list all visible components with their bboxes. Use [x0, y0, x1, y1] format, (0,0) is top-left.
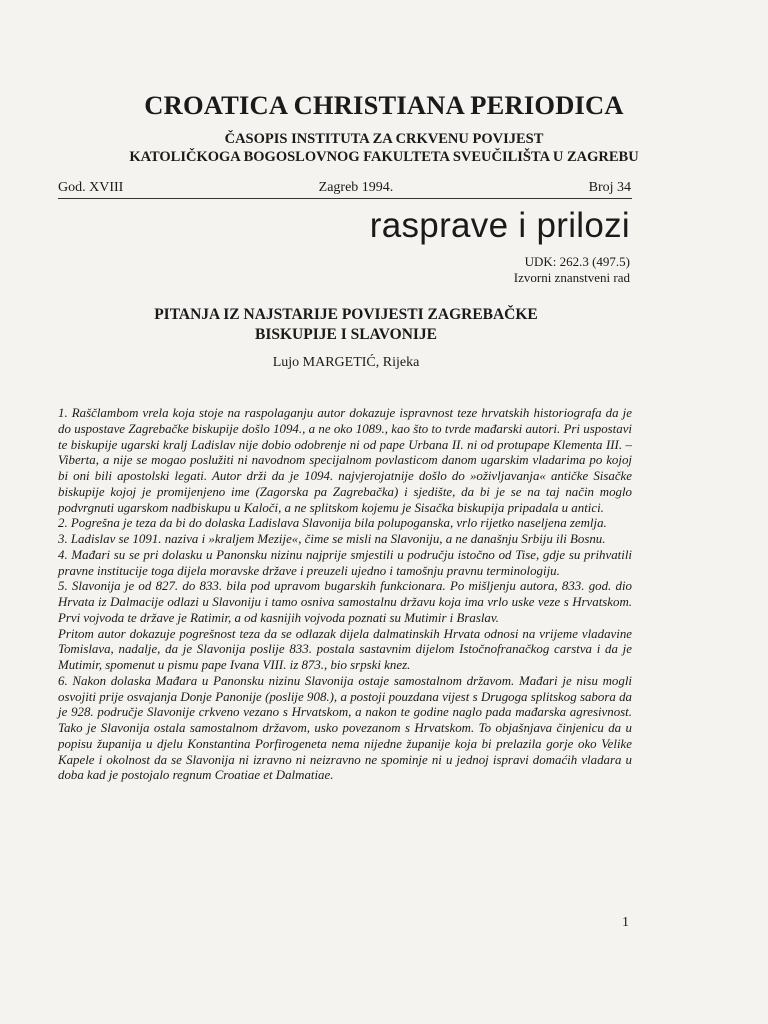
header-rule	[58, 198, 632, 199]
article-author: Lujo MARGETIĆ, Rijeka	[272, 355, 420, 370]
abstract-paragraph: 1. Raščlambom vrela koja stoje na raspolaganju autor dokazuje ispravnost teze hrvatskih historiografa da je do uspostave Zagrebačke biskupije došlo 1094., a ne oko 1089., kao što to tvrde mađarski autori. Pri uspostavi te biskupije ugarski kralj Ladislav nije dobio odobrenje ni od pape Urbana II. ni od protupape Klementa III. – Viberta, a nije se mogao poslužiti ni navodnom specijalnom povlasticom danom ugarskim vladarima po kojoj bi oni bili apostolski legati. Autor drži da je 1094. najvjerojatnije došlo do »oživljavanja« antičke Sisačke biskupije kojoj je promijenjeno ime (Zagorska pa Zagrebačka) i sjedište, da bi je se na taj način moglo podvrgnuti ugarskom nadbiskupu u Kaloči, a ne splitskom kojemu je Sisačka biskupija pripadala u antici.	[58, 406, 632, 515]
section-heading: rasprave i prilozi	[369, 206, 630, 245]
journal-title: CROATICA CHRISTIANA PERIODICA	[144, 90, 624, 120]
paper-type: Izvorni znanstveni rad	[513, 270, 630, 285]
issue-info-row	[58, 180, 631, 196]
place-year-label: Zagreb 1994.	[318, 180, 394, 195]
journal-subtitle-line1: ČASOPIS INSTITUTA ZA CRKVENU POVIJEST	[224, 131, 544, 147]
volume-label: God. XVIII	[58, 180, 124, 195]
article-title-line1: PITANJA IZ NAJSTARIJE POVIJESTI ZAGREBAČKE	[154, 306, 538, 323]
journal-subtitle-line2: KATOLIČKOGA BOGOSLOVNOG FAKULTETA SVEUČILIŠTA U ZAGREBU	[129, 149, 639, 165]
abstract-paragraph: Pritom autor dokazuje pogrešnost teza da se odlazak dijela dalmatinskih Hrvata odnosi na vrijeme vladavine Tomislava, nadalje, da je Slavonija poslije 833. postala sastavnim dijelom Istočnofranačkog carstva i da je Mutimir, spomenut u pismu pape Ivana VIII. iz 873., bio srpski knez.	[58, 626, 632, 672]
abstract	[58, 406, 632, 784]
abstract-paragraph: 6. Nakon dolaska Mađara u Panonsku nizinu Slavonija ostaje samostalnom državom. Mađari je nisu mogli osvojiti prije osvajanja Donje Panonije (poslije 908.), a postoji pouzdana vijest s Drugoga splitskog sabora da je 928. područje Slavonije crkveno vezano s Hrvatskom, a nakon te godine naglo pada mađarska agresivnost. Tako je Slavonija ostala samostalnom državom, usko povezanom s Hrvatskom. To objašnjava činjenicu da u popisu županija u djelu Konstantina Porfirogeneta nema nijedne županije koja bi prelazila gorje oko Velike Kapele i okolnost da se Slavonija ni izravno ni neizravno ne spominje ni u jednoj ispravi domaćih vladara u doba kad je postojalo regnum Croatiae et Dalmatiae.	[58, 673, 632, 783]
abstract-paragraph: 2. Pogrešna je teza da bi do dolaska Ladislava Slavonija bila polupoganska, vrlo rijetko naseljena zemlja.	[58, 516, 607, 531]
abstract-paragraph: 5. Slavonija je od 827. do 833. bila pod upravom bugarskih funkcionara. Po mišljenju autora, 833. god. dio Hrvata iz Dalmacije odlazi u Slavoniju i tamo osniva samostalnu državu koja ima vrlo uske veze s Hrvatskom. Prvi vojvoda te države je Ratimir, a od kasnijih vojvoda poznati su Mutimir i Braslav.	[58, 579, 632, 625]
abstract-paragraph: 4. Mađari su se pri dolasku u Panonsku nizinu najprije smjestili u području istočno od Tise, gdje su prihvatili pravne institucije toga dijela moravske države i preuzeli ujedno i tamošnju pravnu terminologiju.	[58, 547, 632, 578]
abstract-paragraph: 3. Ladislav se 1091. naziva i »kraljem Mezije«, čime se misli na Slavoniju, a ne današnju Srbiju ili Bosnu.	[58, 532, 606, 546]
udk-code: UDK: 262.3 (497.5)	[524, 254, 630, 269]
page-number: 1	[622, 915, 629, 930]
article-title-line2: BISKUPIJE I SLAVONIJE	[254, 326, 438, 343]
article-title	[0, 305, 692, 345]
issue-number-label: Broj 34	[588, 180, 631, 195]
